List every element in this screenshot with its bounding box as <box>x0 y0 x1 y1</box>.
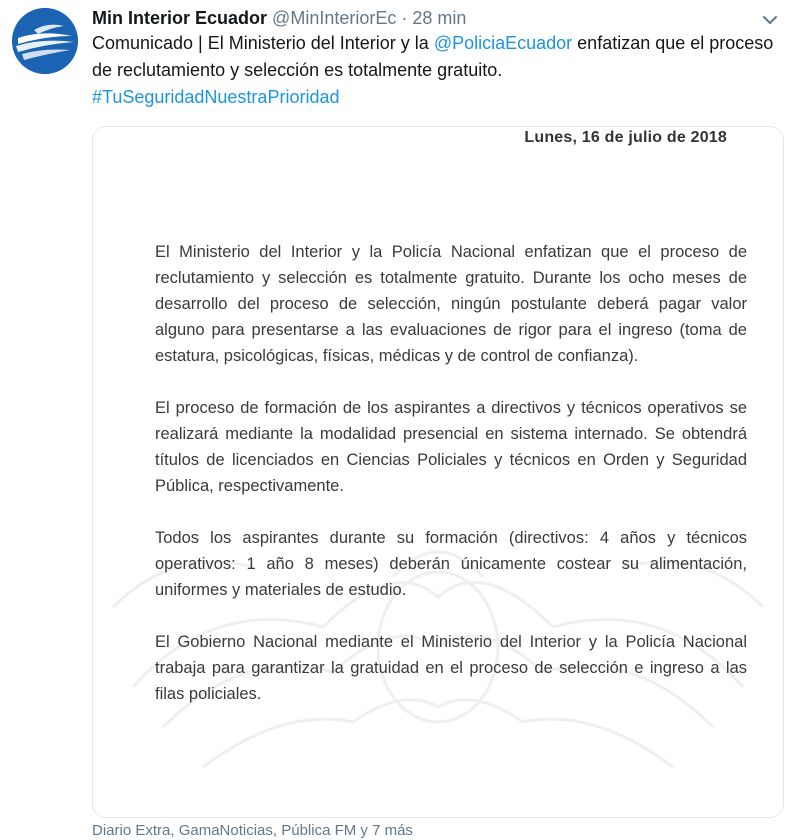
document-paragraph: El Gobierno Nacional mediante el Ministerio del Interior y la Policía Nacional trabaja para garantizar la gratuidad en el proceso de selección e ingreso a las filas policiales. <box>155 633 747 703</box>
separator: · <box>401 8 408 28</box>
document-paragraph: El Ministerio del Interior y la Policía Nacional enfatizan que el proceso de reclutamiento y selección es totalmente gratuito. Durante los ocho meses de desarrollo del proceso de selección, ningún postulante deberá pagar valor alguno para presentarse a las evaluaciones de rigor para el ingreso (toma de estatura, psicológicas, físicas, médicas y de control de confianza). <box>155 243 747 365</box>
ministry-logo-icon <box>12 8 78 74</box>
tweet-text-part2: enfatizan que el proceso de reclutamiento y selección es totalmente gratuito. <box>92 33 774 80</box>
author-handle[interactable]: @MinInteriorEc <box>272 8 397 28</box>
hashtag-link[interactable]: #TuSeguridadNuestraPrioridad <box>92 87 340 107</box>
document-paragraph: El proceso de formación de los aspirantes a directivos y técnicos operativos se realizará mediante la modalidad presencial en sistema internado. Se obtendrá títulos de licenciados en Ciencias Policiales y técnicos en Orden y Seguridad Pública, respectivamente. <box>155 399 747 495</box>
mention-link[interactable]: @PoliciaEcuador <box>433 33 573 53</box>
document-body <box>155 239 747 733</box>
tweet-text-part1: Comunicado | El Ministerio del Interior y la <box>92 33 434 53</box>
document-paragraph: Todos los aspirantes durante su formación (directivos: 4 años y técnicos operativos: 1 año 8 meses) deberán únicamente costear su alimentación, uniformes y materiales de estudio. <box>155 529 747 599</box>
tweet-header <box>92 6 756 30</box>
tweet-text <box>92 30 782 111</box>
sources-footer[interactable]: Diario Extra, GamaNoticias, Pública FM y 7 más <box>92 822 413 839</box>
chevron-down-icon[interactable] <box>760 10 780 30</box>
document-date: Lunes, 16 de julio de 2018 <box>524 129 727 146</box>
tweet-timestamp[interactable]: 28 min <box>412 8 467 28</box>
attached-image[interactable] <box>92 126 784 818</box>
avatar[interactable] <box>12 8 78 74</box>
author-name[interactable]: Min Interior Ecuador <box>92 8 268 28</box>
